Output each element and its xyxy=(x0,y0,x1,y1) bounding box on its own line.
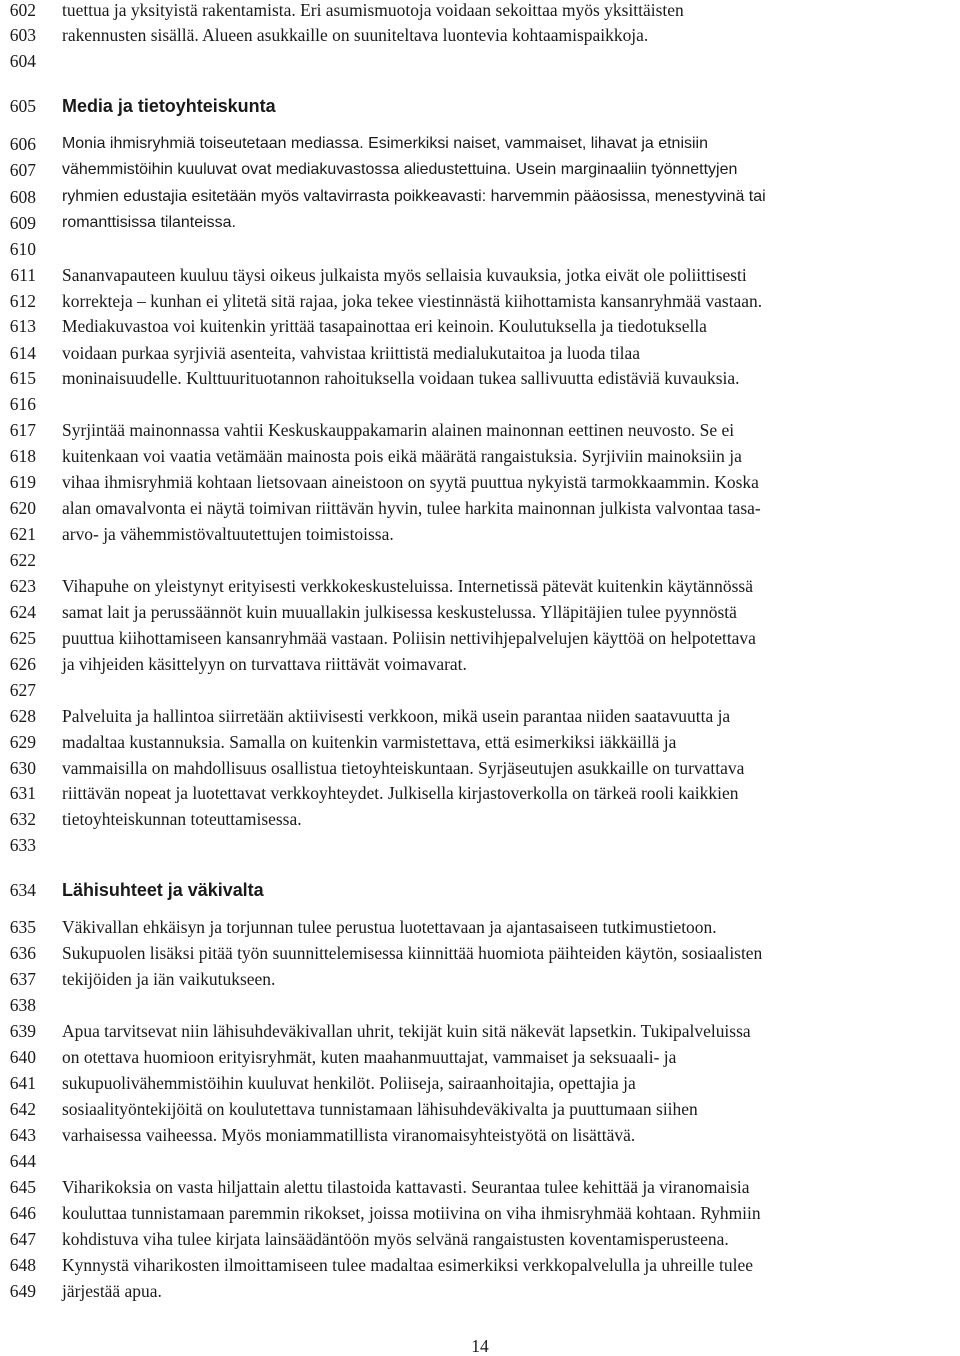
page-number: 14 xyxy=(471,1336,489,1356)
line-number: 638 xyxy=(9,995,36,1015)
line-number: 636 xyxy=(9,943,36,963)
line-number: 649 xyxy=(9,1281,36,1301)
line-number: 640 xyxy=(9,1047,36,1067)
line-number: 602 xyxy=(9,0,36,20)
text-line: arvo- ja vähemmistövaltuutettujen toimistoissa. xyxy=(62,524,394,544)
line-number: 610 xyxy=(9,239,36,259)
line-number: 626 xyxy=(9,654,36,674)
line-number: 611 xyxy=(10,265,36,285)
text-line: sosiaalityöntekijöitä on koulutettava tunnistamaan lähisuhdeväkivalta ja puuttumaan siihen xyxy=(62,1099,698,1119)
section-heading-media: Media ja tietoyhteiskunta xyxy=(62,96,276,116)
line-number: 635 xyxy=(9,917,36,937)
text-line: alan omavalvonta ei näytä toimivan riittävän hyvin, tulee harkita mainonnan julkista valvontaa tasa- xyxy=(62,498,761,518)
text-line: moninaisuudelle. Kulttuurituotannon rahoituksella voidaan tukea sallivuutta edistäviä kuvauksia. xyxy=(62,368,740,388)
line-number: 629 xyxy=(9,732,36,752)
line-number: 634 xyxy=(9,880,36,900)
line-number: 632 xyxy=(9,809,36,829)
text-line: on otettava huomioon erityisryhmät, kuten maahanmuuttajat, vammaiset ja seksuaali- ja xyxy=(62,1047,677,1067)
line-number: 605 xyxy=(9,96,36,116)
line-number: 619 xyxy=(9,472,36,492)
line-number: 608 xyxy=(9,187,36,207)
text-line: romanttisissa tilanteissa. xyxy=(62,214,236,231)
text-line: tietoyhteiskunnan toteuttamisessa. xyxy=(62,809,302,829)
line-number: 646 xyxy=(9,1203,36,1223)
line-number: 625 xyxy=(9,628,36,648)
line-number: 628 xyxy=(9,706,36,726)
text-line: puuttua kiihottamiseen kansanryhmää vastaan. Poliisin nettivihjepalvelujen käyttöä on helpotettava xyxy=(62,628,756,648)
text-line: sukupuolivähemmistöihin kuuluvat henkilöt. Poliiseja, sairaanhoitajia, opettajia ja xyxy=(62,1073,636,1093)
line-number: 614 xyxy=(9,343,36,363)
text-line: Palveluita ja hallintoa siirretään aktiivisesti verkkoon, mikä usein parantaa niiden saatavuutta ja xyxy=(62,706,731,726)
line-number: 621 xyxy=(9,524,36,544)
line-number: 643 xyxy=(9,1125,36,1145)
text-line: varhaisessa vaiheessa. Myös moniammatillista viranomaisyhteistyötä on lisättävä. xyxy=(62,1125,636,1145)
text-line: Väkivallan ehkäisyn ja torjunnan tulee perustua luotettavaan ja ajantasaiseen tutkimustietoon. xyxy=(62,917,717,937)
text-line: kuitenkaan voi vaatia vetämään mainosta pois eikä määrätä rangaistuksia. Syrjiviin mainoksiin ja xyxy=(62,446,742,466)
line-number: 642 xyxy=(9,1099,36,1119)
line-number: 618 xyxy=(9,446,36,466)
line-number: 648 xyxy=(9,1255,36,1275)
text-line: tuettua ja yksityistä rakentamista. Eri asumismuotoja voidaan sekoittaa myös yksittäisten xyxy=(62,0,684,20)
text-line: kouluttaa tunnistamaan paremmin rikokset, joissa motiivina on viha ihmisryhmää kohtaan. Ryhmiin xyxy=(62,1203,761,1223)
text-line: Mediakuvastoa voi kuitenkin yrittää tasapainottaa eri keinoin. Koulutuksella ja tiedotuksella xyxy=(62,316,707,336)
text-line: ja vihjeiden käsittelyyn on turvattava riittävät voimavarat. xyxy=(62,654,467,674)
line-number: 647 xyxy=(9,1229,36,1249)
line-number: 623 xyxy=(9,576,36,596)
line-number: 637 xyxy=(9,969,36,989)
text-line: vammaisilla on mahdollisuus osallistua tietoyhteiskuntaan. Syrjäseutujen asukkaille on turvattava xyxy=(62,758,745,778)
line-number: 612 xyxy=(9,291,36,311)
line-number: 624 xyxy=(9,602,36,622)
text-line: Viharikoksia on vasta hiljattain alettu tilastoida kattavasti. Seurantaa tulee kehittää ja viranomaisia xyxy=(62,1177,750,1197)
text-line: Syrjintää mainonnassa vahtii Keskuskauppakamarin alainen mainonnan eettinen neuvosto. Se ei xyxy=(62,420,735,440)
text-line: Vihapuhe on yleistynyt erityisesti verkkokeskusteluissa. Internetissä pätevät kuitenkin käytännössä xyxy=(62,576,753,596)
text-line: järjestää apua. xyxy=(62,1281,162,1301)
line-number: 606 xyxy=(9,134,36,154)
line-number: 616 xyxy=(9,394,36,414)
text-line: Monia ihmisryhmiä toiseutetaan mediassa. Esimerkiksi naiset, vammaiset, lihavat ja etnisiin xyxy=(62,135,708,152)
text-line: vähemmistöihin kuuluvat ovat mediakuvastossa aliedustettuina. Usein marginaaliin työnnettyjen xyxy=(62,161,738,178)
text-line: vihaa ihmisryhmiä kohtaan lietsovaan aineistoon on syytä puuttua nykyistä tarmokkaammin. Koska xyxy=(62,472,759,492)
text-line: Sukupuolen lisäksi pitää työn suunnittelemisessa kiinnittää huomiota päihteiden käytön, sosiaalisten xyxy=(62,943,763,963)
text-line: rakennusten sisällä. Alueen asukkaille on suuniteltava luontevia kohtaamispaikkoja. xyxy=(62,25,649,45)
line-number: 645 xyxy=(9,1177,36,1197)
text-line: samat lait ja perussäännöt kuin muuallakin julkisessa keskustelussa. Ylläpitäjien tulee pyynnöstä xyxy=(62,602,737,622)
line-number: 627 xyxy=(9,680,36,700)
text-line: korrekteja – kunhan ei ylitetä sitä rajaa, joka tekee viestinnästä kiihottamista kansanryhmää vastaan. xyxy=(62,291,763,311)
section-heading-violence: Lähisuhteet ja väkivalta xyxy=(62,880,264,900)
line-number: 604 xyxy=(9,51,36,71)
text-line: ryhmien edustajia esitetään myös valtavirrasta poikkeavasti: harvemmin pääosissa, menestyvinä tai xyxy=(62,188,766,205)
line-number: 617 xyxy=(9,420,36,440)
line-number: 620 xyxy=(9,498,36,518)
text-line: Apua tarvitsevat niin lähisuhdeväkivallan uhrit, tekijät kuin sitä näkevät lapsetkin. Tukipalveluissa xyxy=(62,1021,751,1041)
text-line: tekijöiden ja iän vaikutukseen. xyxy=(62,969,276,989)
line-number: 622 xyxy=(9,550,36,570)
line-number: 630 xyxy=(9,758,36,778)
line-number: 631 xyxy=(9,783,36,803)
line-number: 615 xyxy=(9,368,36,388)
text-line: voidaan purkaa syrjiviä asenteita, vahvistaa kriittistä medialukutaitoa ja luoda tilaa xyxy=(62,343,640,363)
text-line: madaltaa kustannuksia. Samalla on kuitenkin varmistettava, että esimerkiksi iäkkäillä ja xyxy=(62,732,677,752)
line-number: 641 xyxy=(9,1073,36,1093)
line-number: 639 xyxy=(9,1021,36,1041)
line-number: 603 xyxy=(9,25,36,45)
text-line: Kynnystä viharikosten ilmoittamiseen tulee madaltaa esimerkiksi verkkopalvelulla ja uhreille tulee xyxy=(62,1255,753,1275)
line-number: 633 xyxy=(9,835,36,855)
line-number: 613 xyxy=(9,316,36,336)
line-number: 609 xyxy=(9,213,36,233)
text-line: kohdistuva viha tulee kirjata lainsäädäntöön myös selvänä rangaistusten koventamisperusteena. xyxy=(62,1229,729,1249)
line-number: 607 xyxy=(9,160,36,180)
text-line: riittävän nopeat ja luotettavat verkkoyhteydet. Julkisella kirjastoverkolla on tärkeä rooli kaikkien xyxy=(62,783,739,803)
text-line: Sananvapauteen kuuluu täysi oikeus julkaista myös sellaisia kuvauksia, jotka eivät ole poliittisesti xyxy=(62,265,747,285)
line-number: 644 xyxy=(9,1151,36,1171)
